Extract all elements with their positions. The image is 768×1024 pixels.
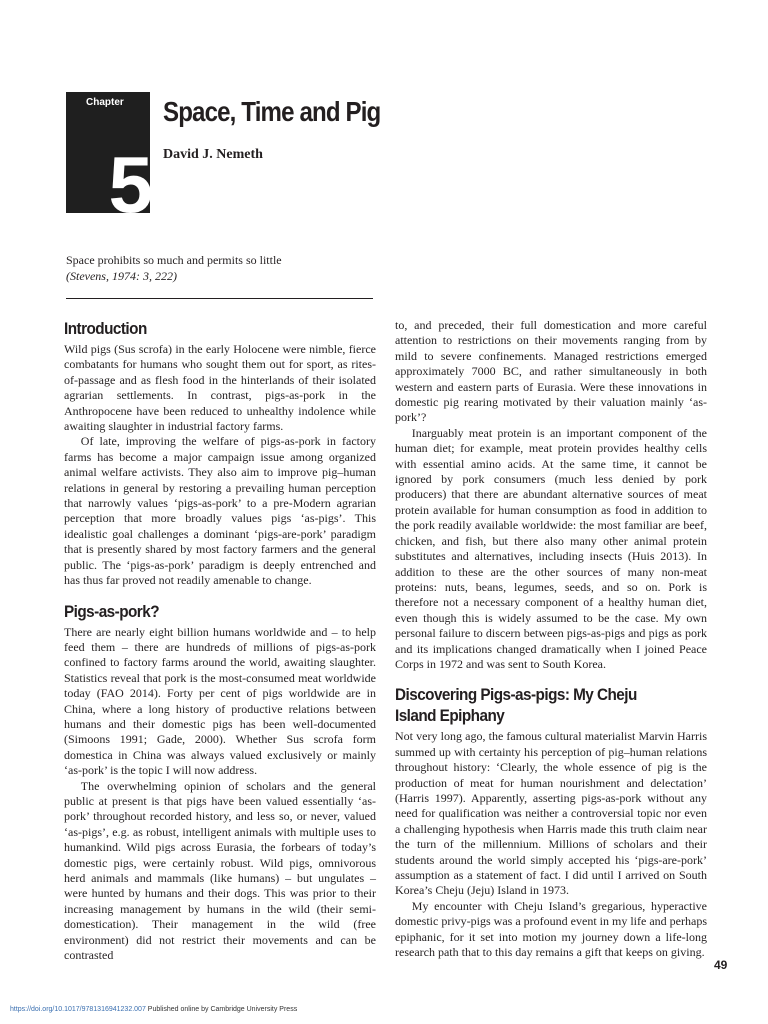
- chapter-title: Space, Time and Pig: [163, 96, 381, 127]
- right-column: [395, 318, 707, 960]
- page-number: 49: [714, 958, 728, 972]
- author-name: David J. Nemeth: [163, 147, 263, 162]
- doi-link[interactable]: https://doi.org/10.1017/9781316941232.007: [10, 1006, 146, 1013]
- left-column: [64, 318, 376, 963]
- discovering-paragraph-1: Not very long ago, the famous cultural materialist Marvin Harris summed up with certainty his perception of pig–human relations throughout history: ‘Clearly, the whole essence of pig is the production of meat for human nourishment and delectation’ (Harris 1997). Apparently, asserting pigs-as-pork without any need for qualification was neither a controversial topic nor even a challenging hypothesis when Harris made this truth claim near the turn of the millennium. Millions of scholars and their students around the world simply accepted his ‘pigs-are-pork’ assumption as a statement of fact. I did until I arrived on South Korea’s Cheju (Jeju) Island in 1973.: [395, 729, 707, 898]
- discovering-paragraph-2: My encounter with Cheju Island’s gregarious, hyperactive domestic privy-pigs was a profound event in my life and perhaps epiphanic, for it set into motion my journey down a life-long research path that to this day remains a gift that keeps on giving.: [395, 898, 707, 960]
- intro-paragraph-2: Of late, improving the welfare of pigs-as-pork in factory farms has become a major campaign issue among organized animal welfare activists. They also aim to improve pig–human relations in general by restoring a prevailing human perception that narrowly values ‘pigs-as-pork’ to a pre-Modern agrarian perception that more broadly values pigs ‘as-pigs’. This idealistic goal challenges a dominant ‘pigs-are-pork’ paradigm that is presently shared by most factory farmers and the general public. The ‘pigs-as-pork’ paradigm is deeply entrenched and has thus far proved not readily amenable to change.: [64, 434, 376, 588]
- chapter-label: Chapter: [86, 97, 124, 108]
- section-divider: [66, 298, 373, 299]
- intro-paragraph-1: Wild pigs (Sus scrofa) in the early Holocene were nimble, fierce combatants for humans who sought them out for sport, as rites-of-passage and as flesh food in the hinterlands of their isolated agrarian settlements. In contrast, pigs-as-pork in the Anthropocene have been reduced to unhealthy indolence while awaiting slaughter in industrial factory farms.: [64, 342, 376, 434]
- heading-discovering-line-1: Discovering Pigs-as-pigs: My Cheju: [395, 685, 637, 705]
- epigraph: [66, 252, 282, 284]
- publisher-note: Published online by Cambridge University Press: [145, 1006, 298, 1013]
- heading-pigs-as-pork: Pigs-as-pork?: [64, 601, 160, 621]
- pork-paragraph-3: to, and preceded, their full domestication and more careful attention to restrictions on their movements ranging from by mild to severe confinements. Managed restrictions emerged approximately 7000 BC, and rather simultaneously in both western and eastern parts of Eurasia. Were these innovations in domestic pig rearing motivated by their valuation mainly ‘as-pork’?: [395, 318, 707, 425]
- heading-discovering-line-2: Island Epiphany: [395, 706, 505, 726]
- pork-paragraph-2: The overwhelming opinion of scholars and the general public at present is that pigs have been valued essentially ‘as-pork’ throughout recorded history, and less so, or never, valued ‘as-pigs’, e.g. as robust, intelligent animals with multiple uses to humankind. Wild pigs across Eurasia, the forbears of today’s domestic pigs, were certainly robust. Wild pigs, omnivorous herd animals and mammals (like humans) – but ungulates – were hunted by humans and their dogs. This was prior to their increasing management by humans in the wild (their semi-domestication). Their management in the wild (free environment) did not restrict their movements and can be contrasted: [64, 778, 376, 963]
- chapter-number: 5: [108, 140, 150, 229]
- pork-paragraph-4: Inarguably meat protein is an important component of the human diet; for example, meat protein provides healthy cells with essential amino acids. At the same time, it cannot be ignored by pork consumers (much less denied by pork producers) that there are abundant alternative sources of meat protein available for human consumption as food in addition to the pork readily available worldwide: the most familiar are beef, chicken, and fish, but there also many other animal protein substitutes and alternatives, including insects (Huis 2013). In addition to these are the other sources of many non-meat proteins: nuts, beans, legumes, seeds, and so on. Pork is therefore not a necessary component of a healthy human diet, even though this is widely assumed to be the case. My own personal failure to discern between pigs-as-pigs and pigs as pork and its implications changed dramatically when I joined Peace Corps in 1972 and was sent to South Korea.: [395, 425, 707, 671]
- epigraph-quote: Space prohibits so much and permits so little: [66, 253, 282, 267]
- heading-introduction: Introduction: [64, 319, 147, 338]
- pork-paragraph-1: There are nearly eight billion humans worldwide and – to help feed them – there are hundreds of millions of pigs-as-pork confined to factory farms around the world, awaiting slaughter. Statistics reveal that pork is the most-consumed meat worldwide today (FAO 2014). Forty per cent of pigs worldwide are in China, where a long history of productive relations between humans and their domestic pigs has been well-documented (Simoons 1991; Gade, 2000). Whether Sus scrofa form domestica in China was always valued exclusively or mainly ‘as-pork’ is the topic I will now address.: [64, 624, 376, 778]
- footer: [10, 1006, 297, 1013]
- chapter-badge: [66, 92, 150, 229]
- epigraph-citation: (Stevens, 1974: 3, 222): [66, 269, 177, 283]
- heading-discovering: [395, 684, 676, 726]
